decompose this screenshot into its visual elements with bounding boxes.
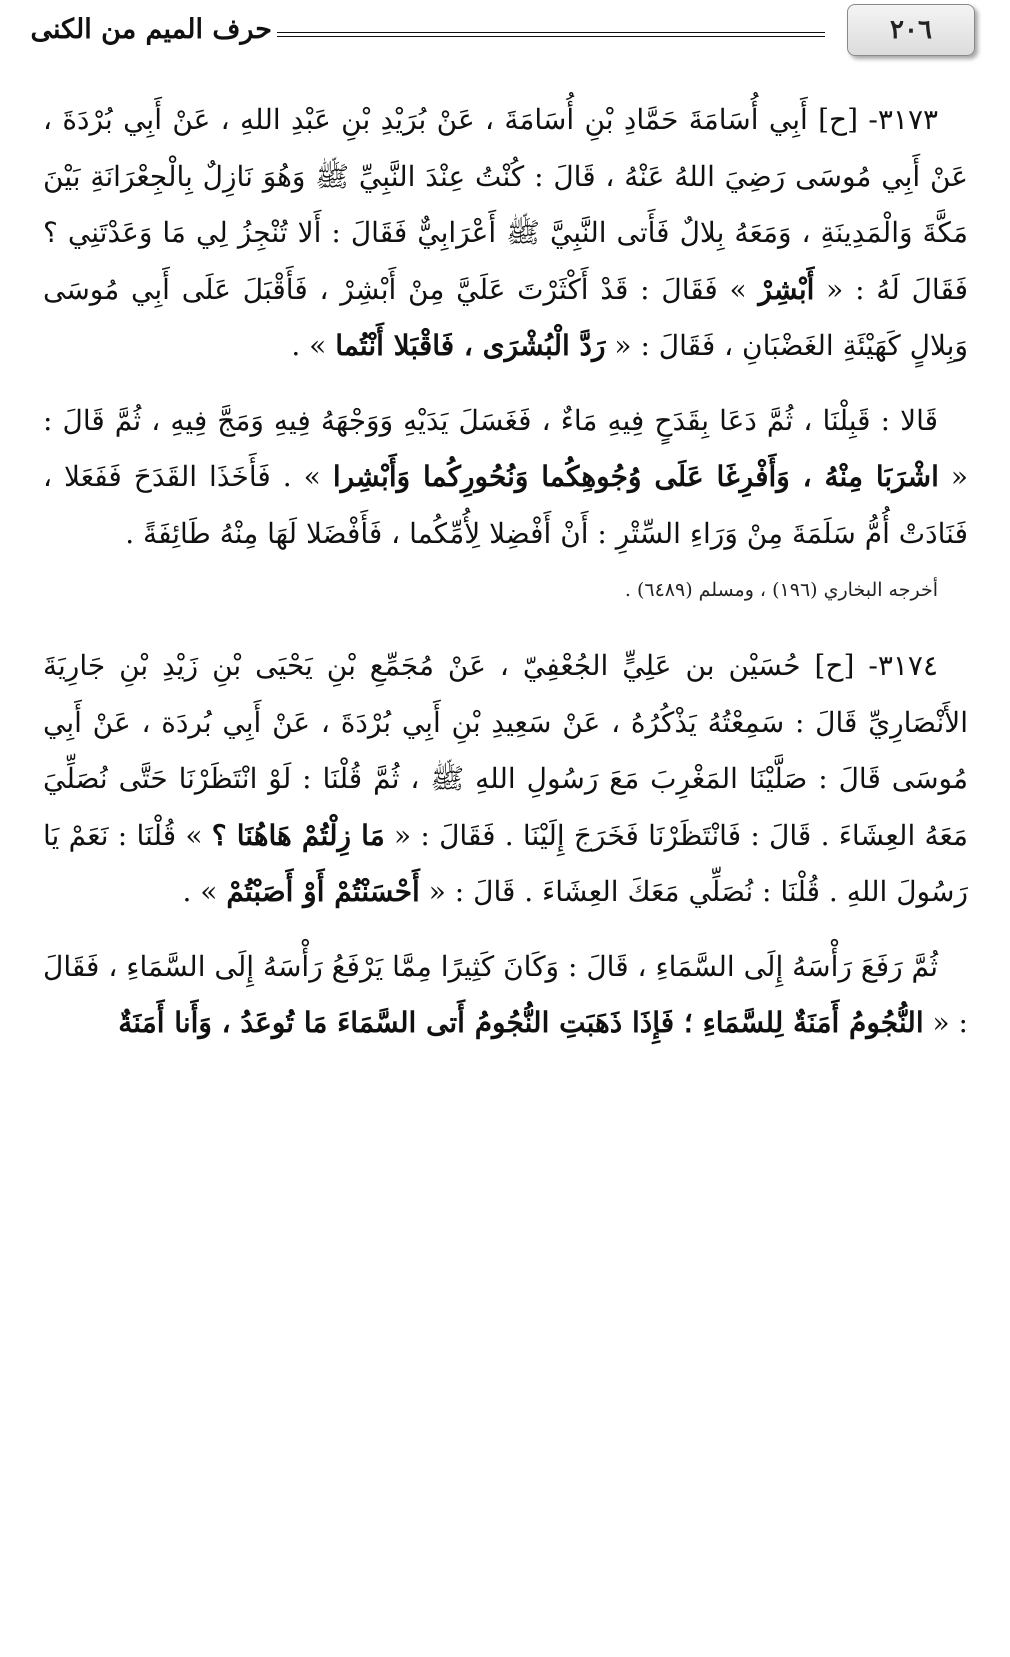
- hadith-3173-paragraph-2: [43, 393, 968, 563]
- prophetic-quote: النُّجُومُ أَمَنَةٌ لِلسَّمَاءِ ؛ فَإِذَا ذَهَبَتِ النُّجُومُ أَتى السَّمَاءَ مَا تُوعَدُ ، وَأَنا أَمَنَةٌ: [118, 1006, 924, 1039]
- text-segment: » قُلْنَا : نَعَمْ يَا رَسُولَ اللهِ . قُلْنَا : نُصَلِّي مَعَكَ العِشَاءَ . قَالَ : «: [43, 818, 968, 908]
- text-segment: » فَقَالَ : قَدْ أَكْثَرْتَ عَلَيَّ مِنْ أَبْشِرْ ، فَأَقْبَلَ عَلَى أَبِي مُوسَى وَبِلالٍ كَهَيْئَةِ الغَضْبَانِ ، فَقَالَ : «: [43, 272, 968, 362]
- text-segment: » . فَأَخَذَا القَدَحَ فَفَعَلا ، فَنَادَتْ أُمُّ سَلَمَةَ مِنْ وَرَاءِ السِّتْرِ : أَنْ أَفْضِلا لِأُمِّكُما ، فَأَفْضَلا لَهَا مِنْهُ طَائِفَةً .: [43, 460, 968, 550]
- hadith-3174-paragraph-1: [43, 638, 968, 921]
- text-segment: ثُمَّ رَفَعَ رَأْسَهُ إِلَى السَّمَاءِ ، قَالَ : وَكَانَ كَثِيرًا مِمَّا يَرْفَعُ رَأْسَهُ إِلَى السَّمَاءِ ، فَقَالَ : «: [43, 949, 968, 1039]
- text-segment: [ح] حُسَيْن بن عَلِيٍّ الجُعْفِيّ ، عَنْ مُجَمِّعِ بْنِ يَحْيَى بْنِ زَيْدِ بْنِ جَارِيَةَ الأَنْصَارِيِّ قَالَ : سَمِعْتُهُ يَذْكُرُهُ ، عَنْ سَعِيدِ بْنِ أَبِي بُرْدَةَ ، عَنْ أَبِي بُردَة ، عَنْ أَبِي مُوسَى قَالَ : صَلَّيْنَا المَغْرِبَ مَعَ رَسُولِ اللهِ ﷺ ، ثُمَّ قُلْنَا : لَوْ انْتَظَرْنَا حَتَّى نُصَلِّيَ مَعَهُ العِشَاءَ . قَالَ : فَانْتَظَرْنَا فَخَرَجَ إِلَيْنَا . فَقَالَ : «: [43, 649, 969, 852]
- hadith-number: ٣١٧٤-: [868, 649, 938, 682]
- prophetic-quote: مَا زِلْتُمْ هَاهُنَا ؟: [211, 818, 385, 852]
- prophetic-quote: رَدَّ الْبُشْرَى ، فَاقْبَلا أَنْتُما: [335, 329, 606, 362]
- text-segment: قَالا : قَبِلْنَا ، ثُمَّ دَعَا بِقَدَحٍ فِيهِ مَاءٌ ، فَغَسَلَ يَدَيْهِ وَوَجْهَهُ فِيهِ وَمَجَّ فِيهِ ، ثُمَّ قَالَ : «: [43, 403, 969, 493]
- prophetic-quote: أَبْشِرْ: [758, 272, 815, 306]
- header-rule: [277, 32, 825, 37]
- takhrij-footnote: أخرجه البخاري (١٩٦) ، ومسلم (٦٤٨٩) .: [624, 579, 938, 601]
- page-number-text: ٢٠٦: [890, 15, 932, 45]
- text-segment: » .: [182, 875, 227, 908]
- prophetic-quote: اشْرَبَا مِنْهُ ، وَأَفْرِغَا عَلَى وُجُوهِكُما وَنُحُورِكُما وَأَبْشِرا: [332, 460, 939, 493]
- hadith-number: ٣١٧٣-: [868, 103, 939, 136]
- page-number: [847, 4, 975, 56]
- body-text: [43, 92, 968, 1052]
- text-segment: » .: [291, 329, 336, 362]
- text-segment: [ح] أَبِي أُسَامَةَ حَمَّادِ بْنِ أُسَامَةَ ، عَنْ بُرَيْدِ بْنِ عَبْدِ اللهِ ، عَنْ أَبِي بُرْدَةَ ، عَنْ أَبِي مُوسَى رَضِيَ اللهُ عَنْهُ ، قَالَ : كُنْتُ عِنْدَ النَّبِيِّ ﷺ وَهُوَ نَازِلٌ بِالْجِعْرَانَةِ بَيْنَ مَكَّةَ وَالْمَدِينَةِ ، وَمَعَهُ بِلالٌ فَأَتى النَّبِيَّ ﷺ أَعْرَابِيٌّ فَقَالَ : أَلا تُنْجِزُ لِي مَا وَعَدْتَنِي ؟ فَقَالَ لَهُ : «: [43, 103, 968, 306]
- hadith-3174-paragraph-2: [43, 939, 968, 1052]
- hadith-3173-paragraph-1: [43, 92, 968, 375]
- prophetic-quote: أَحْسَنْتُمْ أَوْ أَصَبْتُمْ: [226, 875, 420, 908]
- chapter-title: حرف الميم من الكنى: [30, 14, 272, 45]
